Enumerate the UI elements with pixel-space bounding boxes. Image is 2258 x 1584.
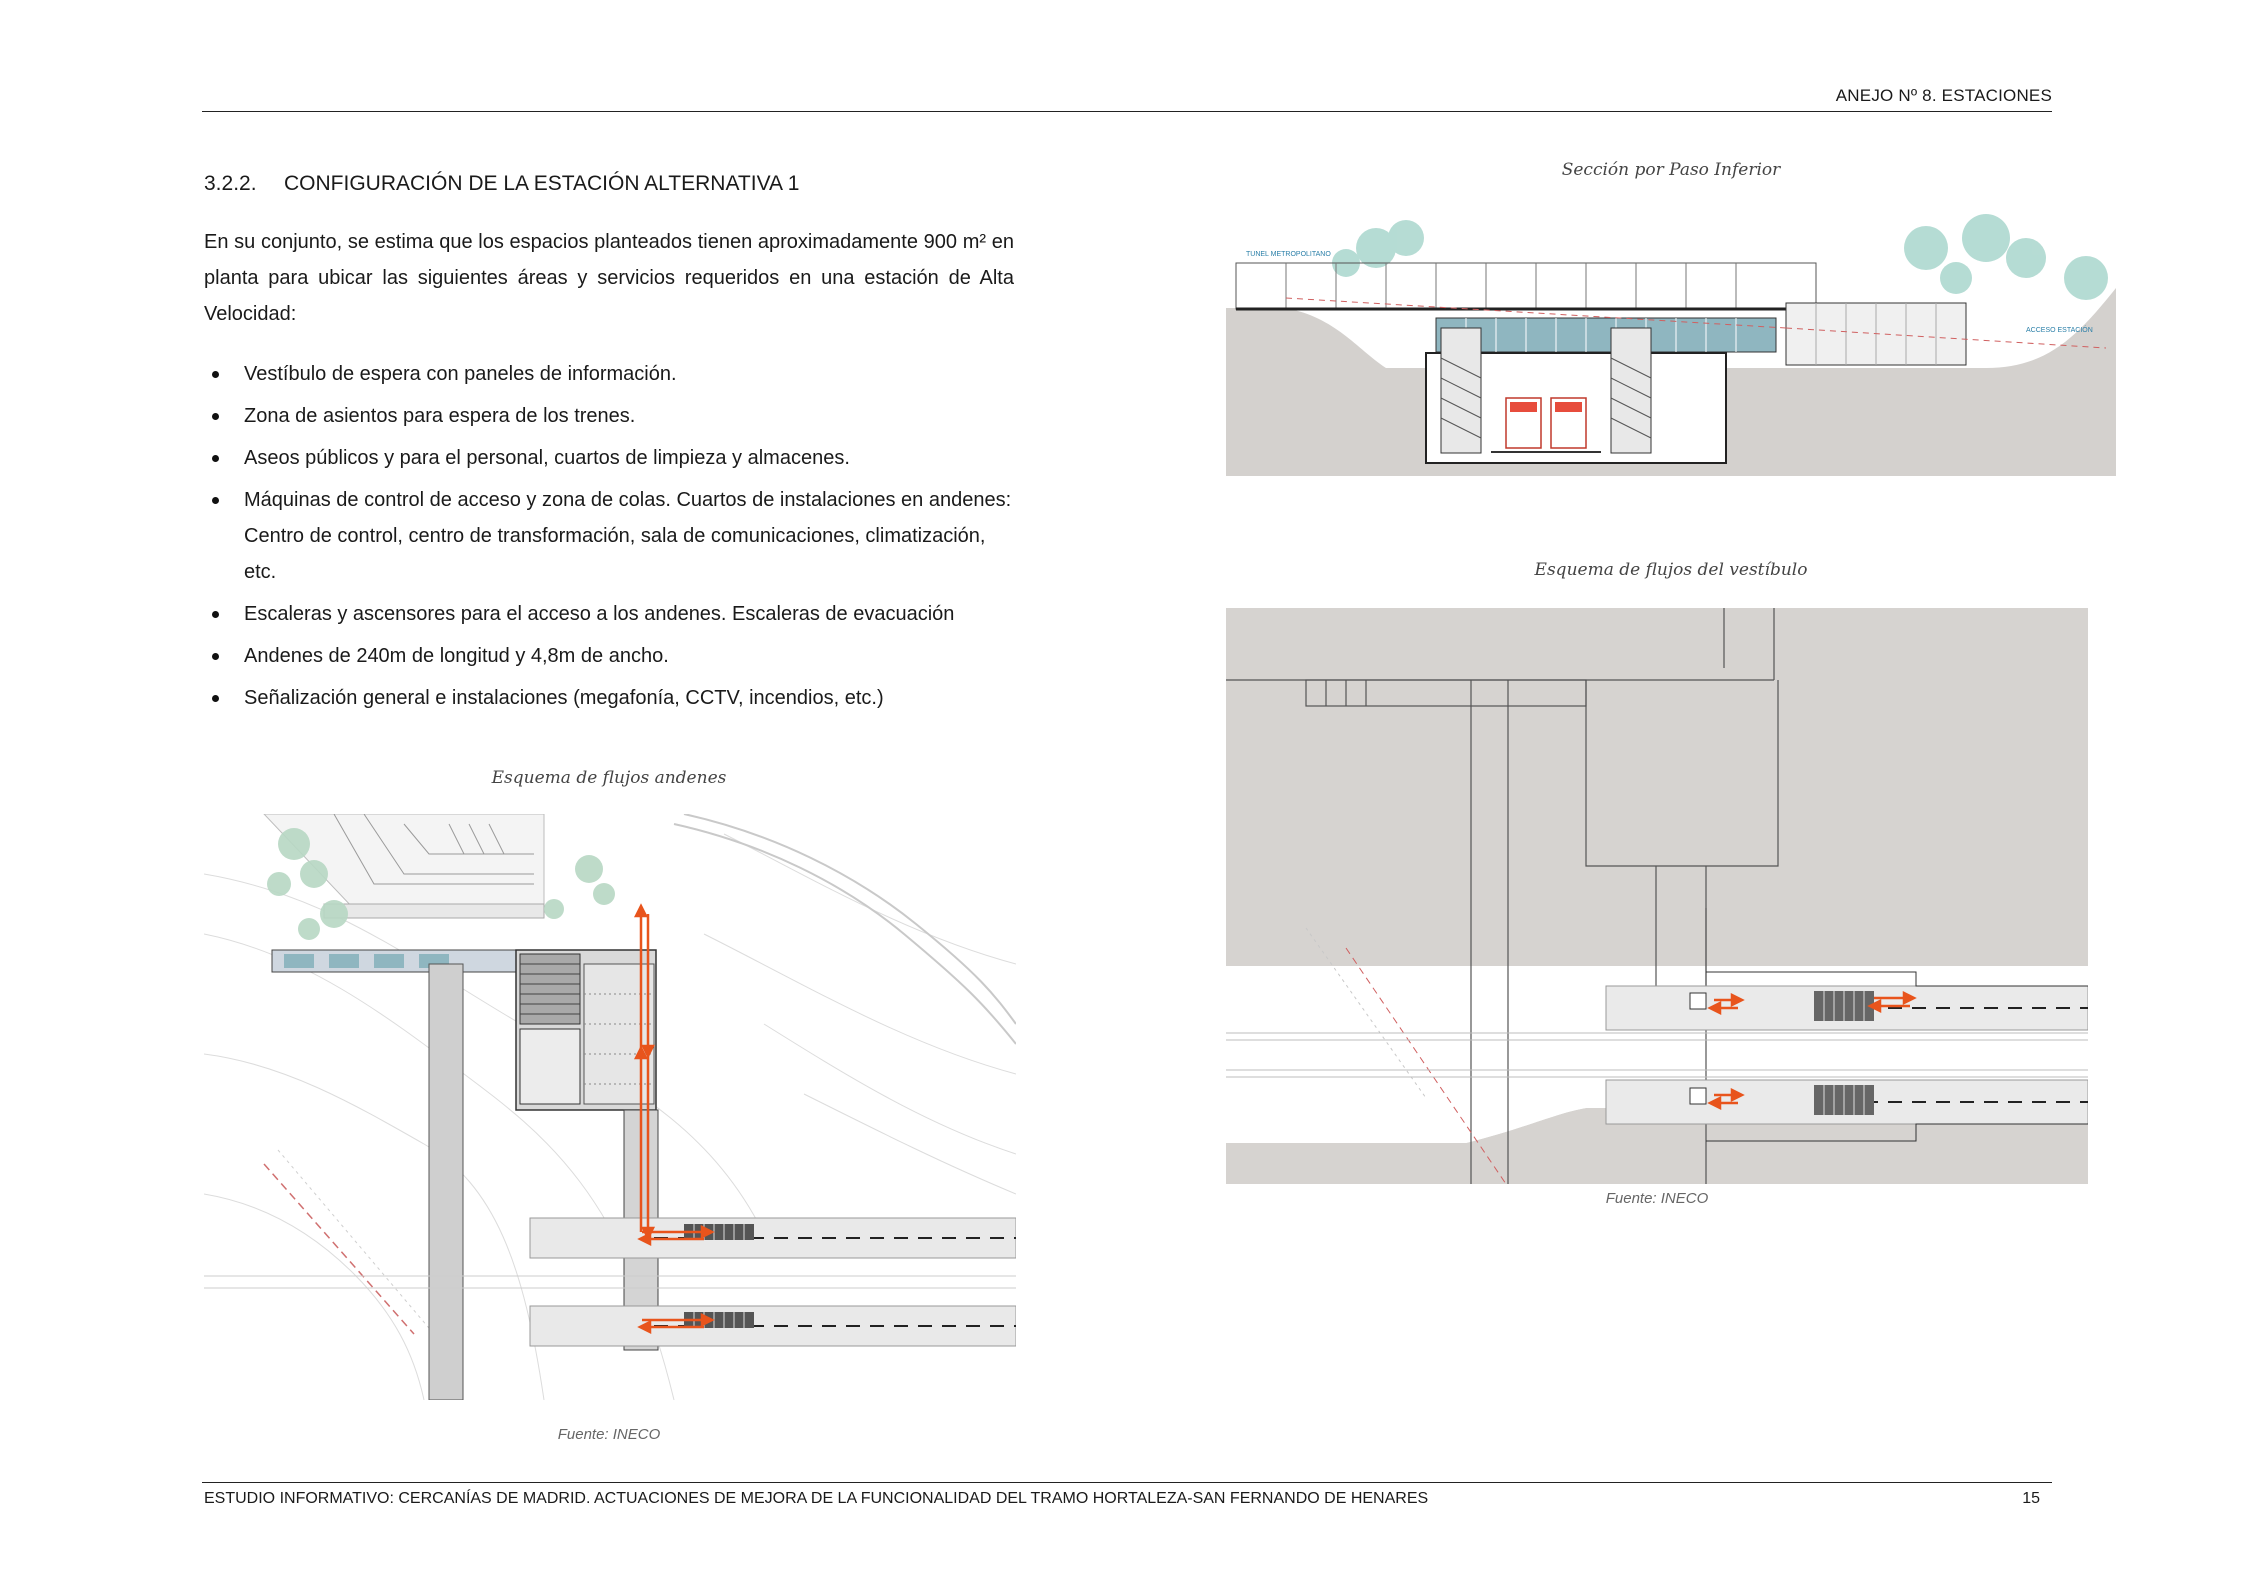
list-item: Máquinas de control de acceso y zona de colas. Cuartos de instalaciones en andenes: Centro de control, centro de transformación, sala de comunicaciones, climatización, etc. bbox=[204, 482, 1014, 590]
list-item: Zona de asientos para espera de los trenes. bbox=[204, 398, 1014, 434]
figure-source-andenes: Fuente: INECO bbox=[557, 1426, 661, 1443]
figure-caption-andenes: Esquema de flujos andenes bbox=[491, 768, 727, 788]
list-item: Escaleras y ascensores para el acceso a los andenes. Escaleras de evacuación bbox=[204, 596, 1014, 632]
figure-caption-vestibulo: Esquema de flujos del vestíbulo bbox=[1534, 560, 1808, 580]
figure-source-vestibulo: Fuente: INECO bbox=[1605, 1190, 1709, 1207]
list-item: Aseos públicos y para el personal, cuartos de limpieza y almacenes. bbox=[204, 440, 1014, 476]
footer-study-title: ESTUDIO INFORMATIVO: CERCANÍAS DE MADRID. ACTUACIONES DE MEJORA DE LA FUNCIONALIDAD DEL TRAMO HORTALEZA-SAN FERNANDO DE HENARES bbox=[204, 1490, 1429, 1507]
list-item: Andenes de 240m de longitud y 4,8m de ancho. bbox=[204, 638, 1014, 674]
page-number: 15 bbox=[2022, 1490, 2040, 1507]
bullet-icon bbox=[212, 653, 219, 660]
underpass-section bbox=[1226, 208, 2116, 476]
footer-rule bbox=[202, 1482, 2052, 1483]
vestibule-flow-drawing bbox=[1226, 608, 2088, 1184]
requirements-list bbox=[204, 356, 1014, 722]
bullet-icon bbox=[212, 455, 219, 462]
annex-header: ANEJO Nº 8. ESTACIONES bbox=[1835, 86, 2052, 105]
underpass-section-drawing bbox=[1226, 208, 2116, 476]
bullet-icon bbox=[212, 371, 219, 378]
list-item: Señalización general e instalaciones (megafonía, CCTV, incendios, etc.) bbox=[204, 680, 1014, 716]
bullet-icon bbox=[212, 695, 219, 702]
section-heading bbox=[204, 172, 799, 196]
platform-flow-plan bbox=[204, 814, 1016, 1400]
bullet-icon bbox=[212, 497, 219, 504]
header-rule bbox=[202, 111, 2052, 112]
section-number: 3.2.2. bbox=[204, 172, 257, 195]
vestibule-flow-plan bbox=[1226, 608, 2088, 1184]
bullet-icon bbox=[212, 413, 219, 420]
section-label-right: ACCESO ESTACIÓN bbox=[2026, 327, 2093, 334]
intro-paragraph: En su conjunto, se estima que los espacios planteados tienen aproximadamente 900 m² en planta para ubicar las siguientes áreas y servicios requeridos en una estación de Alta Velocidad: bbox=[204, 231, 1014, 325]
list-item: Vestíbulo de espera con paneles de información. bbox=[204, 356, 1014, 392]
platform-flow-drawing bbox=[204, 814, 1016, 1400]
bullet-icon bbox=[212, 611, 219, 618]
section-label-left: TUNEL METROPOLITANO bbox=[1246, 251, 1331, 258]
section-title: CONFIGURACIÓN DE LA ESTACIÓN ALTERNATIVA 1 bbox=[284, 172, 800, 195]
figure-caption-section: Sección por Paso Inferior bbox=[1561, 160, 1781, 180]
